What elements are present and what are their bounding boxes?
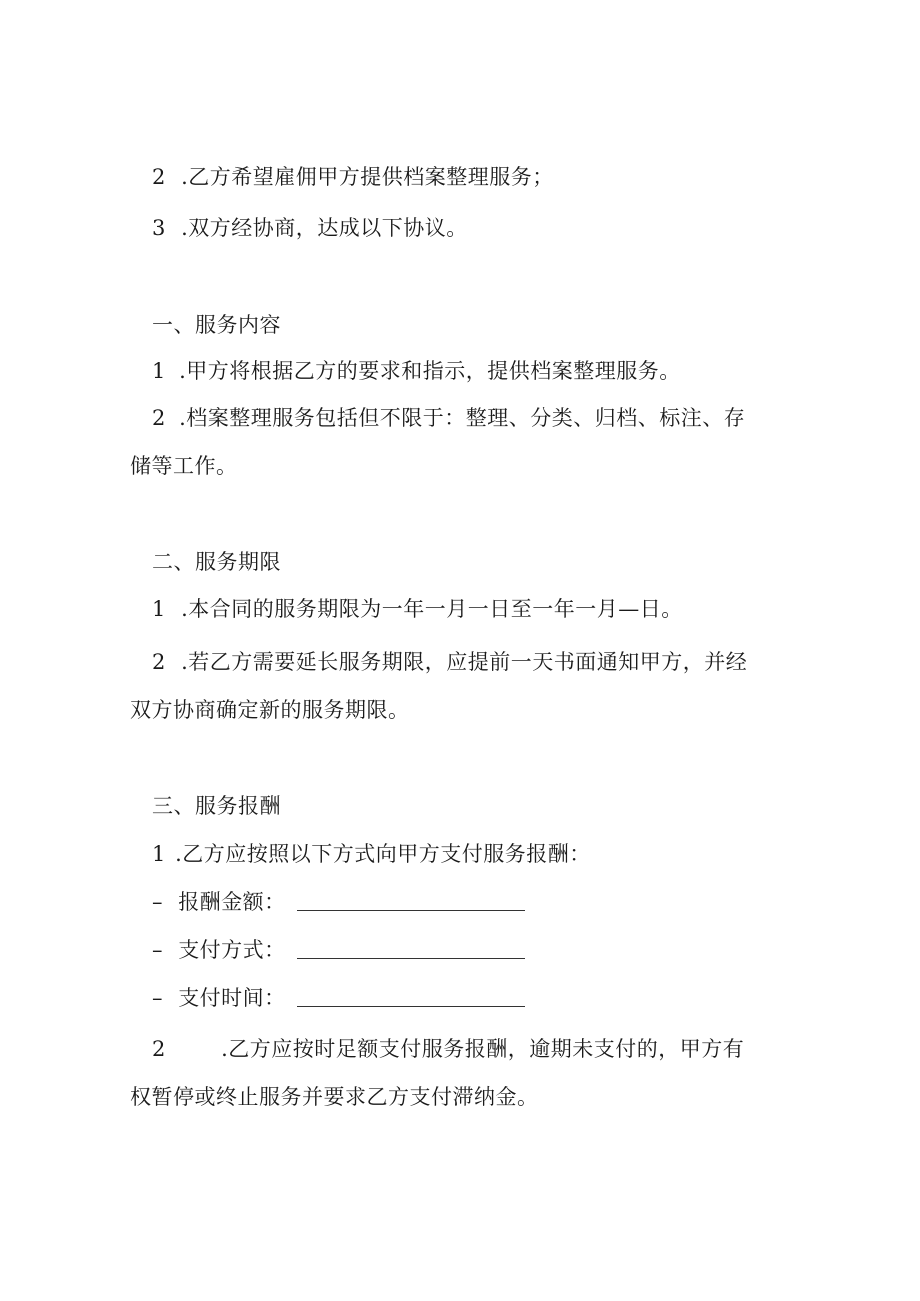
section-heading-service-term: 二、服务期限 bbox=[152, 550, 281, 574]
item-text: .乙方应按照以下方式向甲方支付服务报酬： bbox=[175, 842, 591, 866]
item-text: .乙方希望雇佣甲方提供档案整理服务； bbox=[181, 165, 554, 189]
field-dash: – bbox=[152, 890, 163, 914]
section3-item-2 bbox=[152, 1034, 744, 1064]
fill-in-blank[interactable] bbox=[297, 986, 525, 1007]
section3-item-1 bbox=[152, 839, 591, 869]
section2-item-2-continued: 双方协商确定新的服务期限。 bbox=[130, 698, 410, 722]
section2-item-2 bbox=[152, 647, 747, 677]
item-text: .乙方应按时足额支付服务报酬，逾期未支付的，甲方有 bbox=[221, 1037, 745, 1061]
field-label: 支付方式： bbox=[178, 938, 286, 962]
item-text: .档案整理服务包括但不限于：整理、分类、归档、标注、存 bbox=[179, 406, 746, 430]
fee-amount-field bbox=[152, 887, 525, 917]
fill-in-blank[interactable] bbox=[297, 890, 525, 911]
item-text: .本合同的服务期限为一年一月一日至一年一月—日。 bbox=[181, 597, 683, 621]
item-number: 1 bbox=[152, 842, 166, 866]
payment-time-field bbox=[152, 983, 525, 1013]
field-label: 支付时间： bbox=[178, 986, 286, 1010]
item-number: 2 bbox=[152, 1037, 166, 1061]
section3-item-2-continued: 权暂停或终止服务并要求乙方支付滞纳金。 bbox=[130, 1085, 539, 1109]
intro-item-2 bbox=[152, 162, 554, 192]
item-number: 1 bbox=[152, 359, 166, 383]
field-label: 报酬金额： bbox=[178, 890, 286, 914]
item-text: .双方经协商，达成以下协议。 bbox=[181, 216, 468, 240]
item-number: 2 bbox=[152, 165, 166, 189]
item-number: 2 bbox=[152, 650, 166, 674]
field-dash: – bbox=[152, 938, 163, 962]
item-text: .若乙方需要延长服务期限，应提前一天书面通知甲方，并经 bbox=[181, 650, 748, 674]
section-heading-service-fee: 三、服务报酬 bbox=[152, 794, 281, 818]
intro-item-3 bbox=[152, 213, 468, 243]
section-heading-service-content: 一、服务内容 bbox=[152, 313, 281, 337]
section1-item-2 bbox=[152, 403, 745, 433]
item-text: .甲方将根据乙方的要求和指示，提供档案整理服务。 bbox=[179, 359, 681, 383]
item-number: 3 bbox=[152, 216, 166, 240]
item-number: 2 bbox=[152, 406, 166, 430]
section2-item-1 bbox=[152, 594, 683, 624]
section1-item-1 bbox=[152, 356, 681, 386]
field-dash: – bbox=[152, 986, 163, 1010]
fill-in-blank[interactable] bbox=[297, 938, 525, 959]
section1-item-2-continued: 储等工作。 bbox=[130, 454, 238, 478]
item-number: 1 bbox=[152, 597, 166, 621]
payment-method-field bbox=[152, 935, 525, 965]
